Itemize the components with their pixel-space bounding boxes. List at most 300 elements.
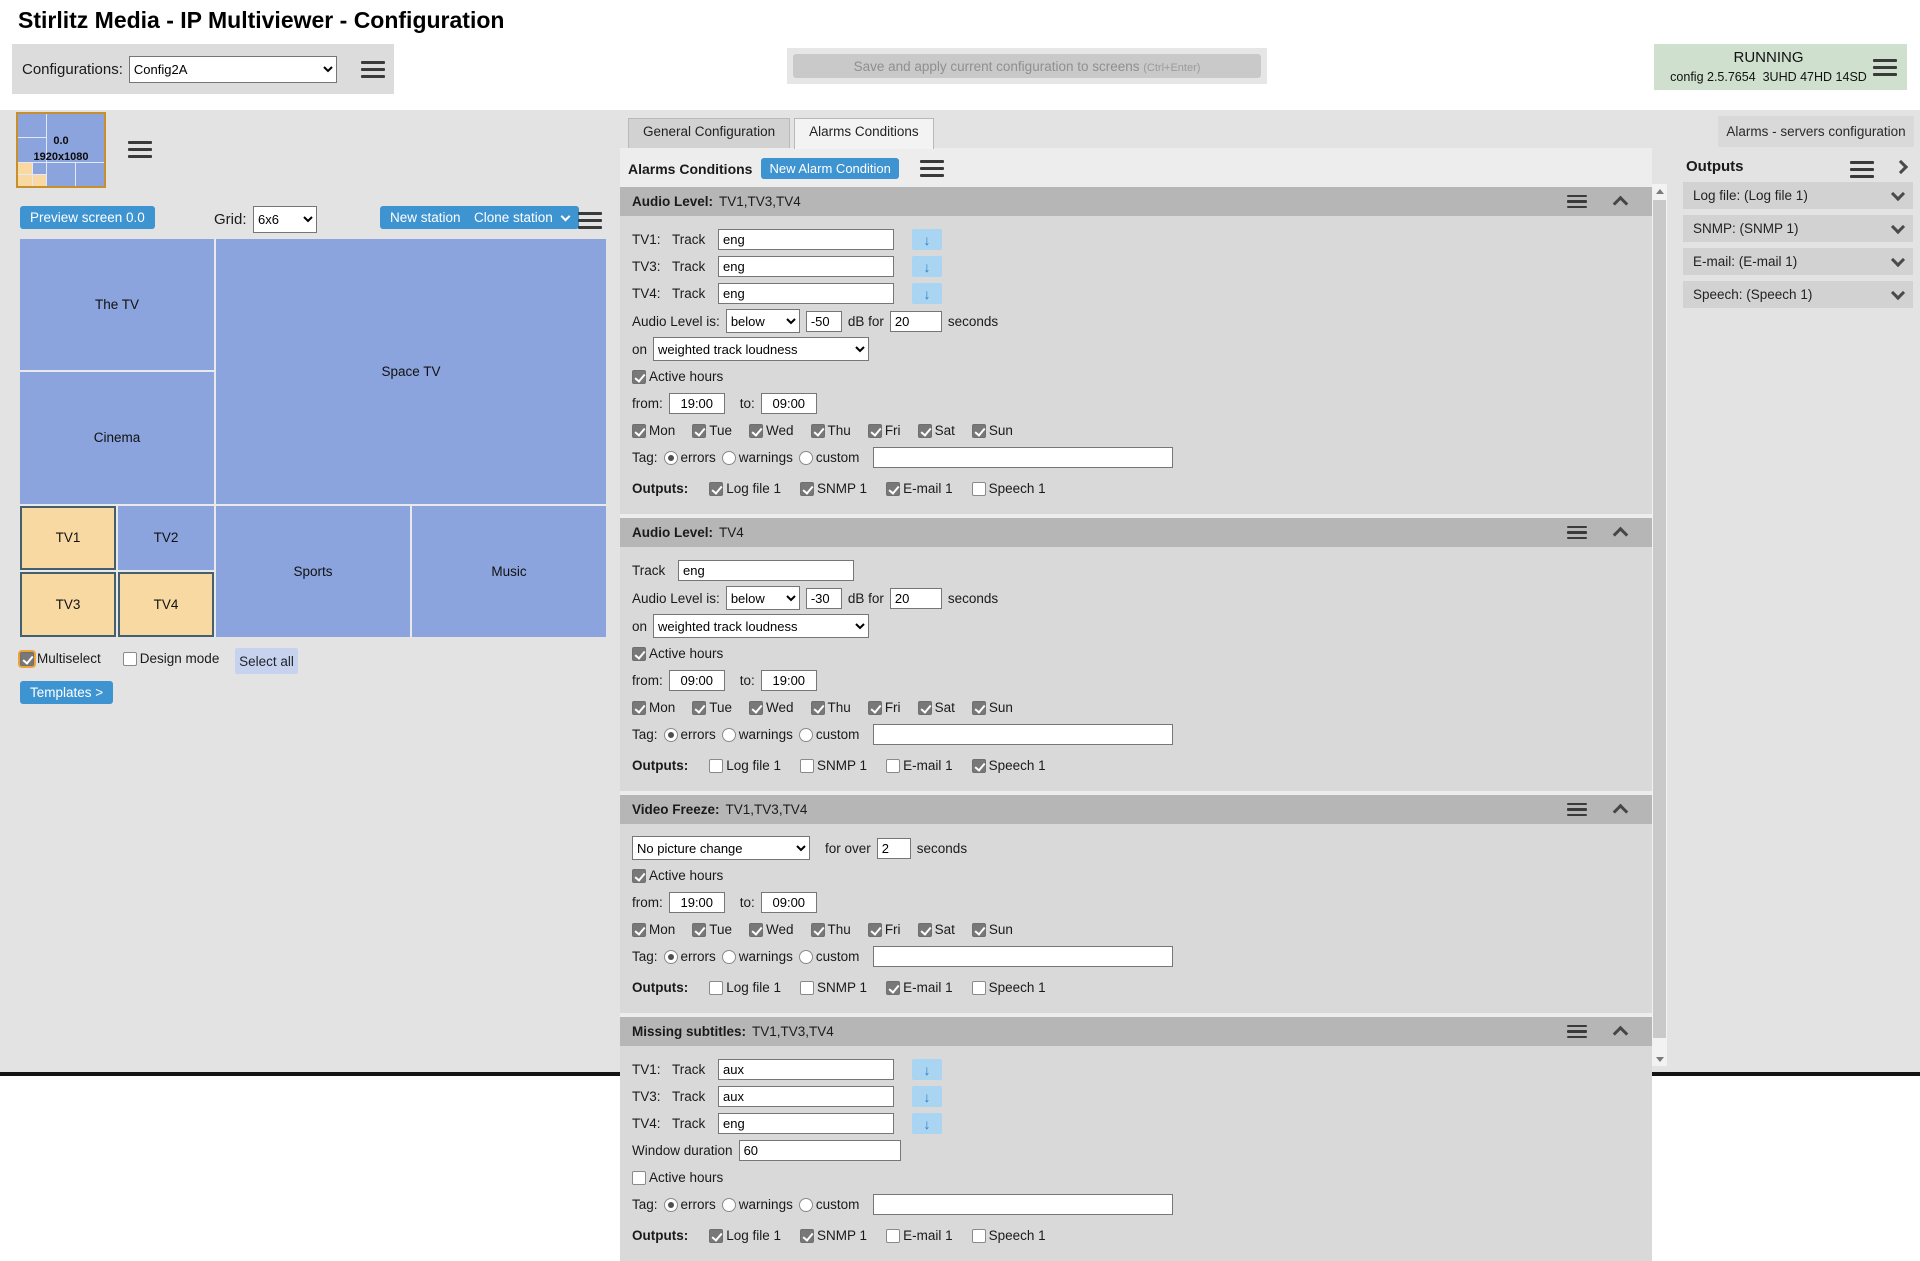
tag-row — [632, 1193, 1640, 1216]
output-server-label: Speech: (Speech 1) — [1693, 287, 1813, 302]
alarm-condition-title: Audio Level: — [632, 194, 714, 209]
day-thu — [811, 423, 851, 438]
station-tile[interactable]: TV3 — [20, 572, 116, 637]
tag-errors — [664, 727, 716, 742]
multiselect-checkbox[interactable] — [20, 652, 34, 666]
output-e-mail-1-label: E-mail 1 — [903, 758, 953, 773]
track-label: Track — [672, 1062, 706, 1077]
active-hours-checkbox[interactable] — [632, 370, 646, 384]
from-label: from: — [632, 673, 663, 688]
status-state: RUNNING — [1733, 49, 1804, 67]
track-input[interactable] — [718, 1086, 894, 1107]
track-row — [632, 1112, 1640, 1135]
output-log-file-1 — [709, 758, 781, 773]
track-input[interactable] — [718, 256, 894, 277]
output-snmp-1-checkbox[interactable] — [800, 981, 814, 995]
day-sun-checkbox[interactable] — [972, 923, 986, 937]
seconds-label: seconds — [916, 840, 968, 856]
alarms-servers-configuration-button[interactable]: Alarms - servers configuration — [1718, 116, 1914, 147]
tag-custom-label: custom — [815, 450, 860, 465]
loudness-source-select[interactable] — [653, 614, 869, 638]
output-speech-1 — [972, 1228, 1046, 1243]
output-snmp-1 — [800, 1228, 867, 1243]
day-fri — [868, 700, 901, 715]
day-mon-checkbox[interactable] — [632, 701, 646, 715]
day-wed-checkbox[interactable] — [749, 923, 763, 937]
day-mon-checkbox[interactable] — [632, 424, 646, 438]
day-wed — [749, 423, 794, 438]
day-sun — [972, 423, 1013, 438]
day-tue-checkbox[interactable] — [692, 701, 706, 715]
db-threshold-input[interactable] — [806, 588, 842, 609]
active-hours-checkbox[interactable] — [632, 1171, 646, 1185]
weekdays-row — [632, 696, 1640, 719]
day-mon — [632, 423, 675, 438]
active-hours — [632, 369, 723, 384]
tag-warnings-radio[interactable] — [722, 1198, 736, 1212]
day-wed-checkbox[interactable] — [749, 424, 763, 438]
tag-errors-label: errors — [680, 1197, 716, 1212]
tag-custom — [799, 949, 860, 964]
outputs-label: Outputs: — [632, 758, 689, 773]
design-mode-checkbox[interactable] — [123, 652, 137, 666]
output-speech-1-checkbox[interactable] — [972, 759, 986, 773]
outputs-row — [632, 477, 1640, 500]
templates-button[interactable]: Templates > — [20, 681, 113, 704]
audio-level-row — [632, 586, 1640, 610]
output-log-file-1-checkbox[interactable] — [709, 759, 723, 773]
tag-errors — [664, 949, 716, 964]
output-server-item[interactable] — [1683, 215, 1913, 242]
tag-custom-radio[interactable] — [799, 451, 813, 465]
tag-warnings-label: warnings — [738, 450, 793, 465]
tag-label: Tag: — [632, 1197, 658, 1212]
tag-errors-label: errors — [680, 949, 716, 964]
tag-warnings-radio[interactable] — [722, 950, 736, 964]
tag-warnings — [722, 727, 793, 742]
station-tile[interactable]: The TV — [20, 239, 214, 370]
track-down-button[interactable]: ↓ — [912, 1113, 942, 1134]
day-fri — [868, 423, 901, 438]
tag-custom-label: custom — [815, 727, 860, 742]
alarm-condition-menu-icon[interactable] — [1567, 803, 1587, 817]
duration-input[interactable] — [890, 588, 942, 609]
save-apply-shortcut-hint: (Ctrl+Enter) — [1143, 61, 1201, 74]
active-hours-row — [632, 642, 1640, 665]
status-menu-icon[interactable] — [1873, 59, 1897, 76]
select-all-button[interactable]: Select all — [235, 648, 298, 674]
active-hours-row — [632, 864, 1640, 887]
outputs-label: Outputs: — [632, 980, 689, 995]
active-hours — [632, 868, 723, 883]
day-sat — [918, 423, 955, 438]
tag-custom-label: custom — [815, 1197, 860, 1212]
output-snmp-1-label: SNMP 1 — [817, 1228, 868, 1243]
tag-warnings-radio[interactable] — [722, 451, 736, 465]
station-tile[interactable]: TV4 — [118, 572, 214, 637]
configurations-label: Configurations: — [22, 60, 123, 78]
alarm-condition-menu-icon[interactable] — [1567, 1025, 1587, 1039]
tag-custom-input[interactable] — [873, 1194, 1173, 1215]
tag-row — [632, 945, 1640, 968]
audio-level-label: Audio Level is: — [632, 313, 720, 329]
chevron-down-icon[interactable] — [1891, 186, 1905, 200]
track-tv-label: TV3: — [632, 259, 661, 274]
alarm-condition-body — [620, 216, 1652, 514]
outputs-row — [632, 976, 1640, 999]
db-for-label: dB for — [847, 313, 884, 329]
track-row — [632, 559, 1640, 582]
tab-alarms-conditions[interactable]: Alarms Conditions — [794, 118, 934, 149]
output-e-mail-1-checkbox[interactable] — [886, 981, 900, 995]
track-tv-label: TV3: — [632, 1089, 661, 1104]
track-input[interactable] — [718, 283, 894, 304]
hours-range-row — [632, 891, 1640, 914]
tag-custom-radio[interactable] — [799, 950, 813, 964]
alarm-conditions-list — [620, 187, 1652, 1261]
day-sat-label: Sat — [934, 700, 955, 715]
track-label: Track — [632, 563, 666, 578]
day-thu-label: Thu — [827, 423, 851, 438]
alarm-condition-header[interactable] — [620, 1017, 1652, 1046]
time-to-input[interactable] — [761, 670, 817, 691]
time-to-input[interactable] — [761, 393, 817, 414]
tag-warnings-radio[interactable] — [722, 728, 736, 742]
alarms-section-header — [628, 158, 1652, 179]
alarm-condition-title: Audio Level: — [632, 525, 714, 540]
track-row — [632, 255, 1640, 278]
time-from-input[interactable] — [669, 670, 725, 691]
tag-warnings-label: warnings — [738, 727, 793, 742]
hours-range-row — [632, 669, 1640, 692]
collapse-icon[interactable] — [1613, 527, 1629, 543]
chevron-down-icon[interactable] — [1891, 285, 1905, 299]
output-snmp-1 — [800, 481, 867, 496]
level-comparator-select[interactable] — [726, 309, 800, 333]
output-e-mail-1-checkbox[interactable] — [886, 759, 900, 773]
configurations-bar — [12, 44, 394, 94]
day-wed-checkbox[interactable] — [749, 701, 763, 715]
track-label: Track — [672, 1116, 706, 1131]
tag-warnings-label: warnings — [738, 1197, 793, 1212]
screen-resolution: 1920x1080 — [33, 151, 89, 163]
alarms-menu-icon[interactable] — [920, 160, 944, 177]
scroll-up-arrow-icon[interactable] — [1652, 184, 1667, 198]
day-sun-label: Sun — [988, 922, 1013, 937]
day-sat-checkbox[interactable] — [918, 424, 932, 438]
track-down-button[interactable]: ↓ — [912, 229, 942, 250]
freeze-mode-select[interactable] — [632, 836, 810, 860]
grid-label: Grid: — [214, 211, 247, 228]
design-mode-label: Design mode — [139, 651, 220, 666]
day-thu-label: Thu — [827, 922, 851, 937]
active-hours-row — [632, 365, 1640, 388]
alarms-section-title: Alarms Conditions — [628, 160, 753, 177]
output-speech-1 — [972, 481, 1046, 496]
duration-input[interactable] — [890, 311, 942, 332]
configuration-select[interactable] — [129, 56, 337, 83]
output-speech-1-checkbox[interactable] — [972, 482, 986, 496]
output-e-mail-1 — [886, 758, 953, 773]
output-log-file-1-checkbox[interactable] — [709, 1229, 723, 1243]
track-down-button[interactable]: ↓ — [912, 283, 942, 304]
output-server-item[interactable] — [1683, 248, 1913, 275]
scrollbar-thumb[interactable] — [1653, 200, 1666, 1038]
window-duration-input[interactable] — [739, 1140, 901, 1161]
day-wed-label: Wed — [766, 700, 794, 715]
output-e-mail-1-checkbox[interactable] — [886, 482, 900, 496]
station-tile[interactable]: Space TV — [216, 239, 606, 504]
tag-custom-radio[interactable] — [799, 1198, 813, 1212]
freeze-seconds-input[interactable] — [877, 838, 911, 859]
clone-station-button[interactable] — [464, 206, 579, 229]
collapse-icon[interactable] — [1613, 196, 1629, 212]
day-thu — [811, 700, 851, 715]
alarm-condition-title: Missing subtitles: — [632, 1024, 747, 1039]
level-comparator-select[interactable] — [726, 586, 800, 610]
output-e-mail-1-label: E-mail 1 — [903, 1228, 953, 1243]
screen-id: 0.0 — [53, 135, 69, 148]
loudness-source-row — [632, 614, 1640, 638]
outputs-row — [632, 1224, 1640, 1247]
on-label: on — [632, 341, 648, 357]
day-sun-checkbox[interactable] — [972, 701, 986, 715]
day-tue-checkbox[interactable] — [692, 424, 706, 438]
active-hours-label: Active hours — [649, 1170, 724, 1185]
output-snmp-1-checkbox[interactable] — [800, 1229, 814, 1243]
output-speech-1-checkbox[interactable] — [972, 981, 986, 995]
track-input[interactable] — [718, 1059, 894, 1080]
alarm-condition-header[interactable] — [620, 795, 1652, 824]
day-mon-label: Mon — [649, 700, 676, 715]
tag-custom-radio[interactable] — [799, 728, 813, 742]
output-snmp-1-label: SNMP 1 — [817, 980, 868, 995]
station-tile[interactable]: Sports — [216, 506, 410, 637]
output-speech-1-label: Speech 1 — [988, 758, 1046, 773]
stations-menu-icon[interactable] — [578, 212, 602, 229]
save-apply-label: Save and apply current configuration to screens — [853, 58, 1140, 74]
day-thu-label: Thu — [827, 700, 851, 715]
station-tile[interactable]: TV1 — [20, 506, 116, 571]
tab-bar — [628, 118, 934, 148]
day-sat-checkbox[interactable] — [918, 701, 932, 715]
track-tv-label: TV1: — [632, 232, 661, 247]
alarm-condition-header[interactable] — [620, 187, 1652, 216]
day-mon — [632, 922, 675, 937]
loudness-source-select[interactable] — [653, 337, 869, 361]
time-from-input[interactable] — [669, 393, 725, 414]
station-tile[interactable]: TV2 — [118, 506, 214, 571]
chevron-down-icon[interactable] — [1891, 252, 1905, 266]
to-label: to: — [739, 895, 755, 910]
alarm-condition-targets: TV1,TV3,TV4 — [725, 802, 808, 817]
alarm-condition-panel — [620, 518, 1652, 791]
outputs-label: Outputs: — [632, 481, 689, 496]
day-sat-checkbox[interactable] — [918, 923, 932, 937]
tag-custom — [799, 1197, 860, 1212]
track-input[interactable] — [718, 1113, 894, 1134]
tag-custom-input[interactable] — [873, 946, 1173, 967]
output-snmp-1-checkbox[interactable] — [800, 482, 814, 496]
output-server-item[interactable] — [1683, 281, 1913, 308]
output-e-mail-1-checkbox[interactable] — [886, 1229, 900, 1243]
save-button-strip — [787, 48, 1267, 84]
video-freeze-row — [632, 836, 1640, 860]
output-log-file-1 — [709, 980, 781, 995]
output-log-file-1 — [709, 1228, 781, 1243]
screen-thumbnail[interactable] — [16, 112, 106, 188]
day-fri-label: Fri — [884, 423, 901, 438]
day-sat — [918, 922, 955, 937]
alarm-condition-menu-icon[interactable] — [1567, 526, 1587, 540]
output-snmp-1-checkbox[interactable] — [800, 759, 814, 773]
tag-label: Tag: — [632, 949, 658, 964]
day-fri-checkbox[interactable] — [868, 424, 882, 438]
tag-custom-input[interactable] — [873, 724, 1173, 745]
from-label: from: — [632, 895, 663, 910]
output-speech-1-label: Speech 1 — [988, 980, 1046, 995]
save-apply-button[interactable] — [793, 54, 1261, 78]
collapse-icon[interactable] — [1613, 804, 1629, 820]
day-thu-checkbox[interactable] — [811, 424, 825, 438]
chevron-down-icon[interactable] — [1891, 219, 1905, 233]
preview-screen-button[interactable]: Preview screen 0.0 — [20, 206, 155, 229]
output-speech-1 — [972, 758, 1046, 773]
day-fri-checkbox[interactable] — [868, 701, 882, 715]
output-log-file-1-checkbox[interactable] — [709, 981, 723, 995]
track-tv-label: TV1: — [632, 1062, 661, 1077]
stations-grid — [20, 239, 606, 637]
alarm-condition-body — [620, 1046, 1652, 1261]
day-sun-label: Sun — [988, 423, 1013, 438]
output-server-label: E-mail: (E-mail 1) — [1693, 254, 1798, 269]
configurations-menu-icon[interactable] — [361, 61, 385, 78]
alarm-condition-targets: TV4 — [719, 525, 744, 540]
scroll-down-arrow-icon[interactable] — [1652, 1052, 1667, 1066]
tag-errors-radio[interactable] — [664, 451, 678, 465]
day-sat-label: Sat — [934, 423, 955, 438]
output-e-mail-1 — [886, 980, 953, 995]
day-mon-label: Mon — [649, 423, 676, 438]
day-sat-label: Sat — [934, 922, 955, 937]
alarm-condition-panel — [620, 187, 1652, 514]
new-station-button[interactable]: New station — [380, 206, 471, 229]
alarm-condition-header-icons — [1567, 1024, 1626, 1039]
day-fri-checkbox[interactable] — [868, 923, 882, 937]
alarms-conditions-panel — [620, 148, 1652, 1243]
alarm-condition-header-icons — [1567, 802, 1626, 817]
active-hours-checkbox[interactable] — [632, 869, 646, 883]
tag-row — [632, 446, 1640, 469]
output-log-file-1 — [709, 481, 781, 496]
tag-label: Tag: — [632, 727, 658, 742]
day-sun-checkbox[interactable] — [972, 424, 986, 438]
day-wed-label: Wed — [766, 423, 794, 438]
track-down-button[interactable]: ↓ — [912, 1059, 942, 1080]
active-hours-label: Active hours — [649, 868, 724, 883]
day-thu-checkbox[interactable] — [811, 923, 825, 937]
station-tile[interactable]: Cinema — [20, 372, 214, 503]
outputs-label: Outputs: — [632, 1228, 689, 1243]
tag-errors — [664, 1197, 716, 1212]
outputs-menu-icon[interactable] — [1850, 161, 1874, 178]
grid-size-select[interactable] — [253, 206, 317, 233]
active-hours-checkbox[interactable] — [632, 647, 646, 661]
time-from-input[interactable] — [669, 892, 725, 913]
tag-custom-input[interactable] — [873, 447, 1173, 468]
alarm-condition-menu-icon[interactable] — [1567, 195, 1587, 209]
day-tue — [692, 700, 732, 715]
tag-errors — [664, 450, 716, 465]
to-label: to: — [739, 673, 755, 688]
time-to-input[interactable] — [761, 892, 817, 913]
track-input[interactable] — [718, 229, 894, 250]
alarm-condition-header[interactable] — [620, 518, 1652, 547]
day-wed — [749, 922, 794, 937]
output-speech-1-label: Speech 1 — [988, 1228, 1046, 1243]
tag-custom — [799, 450, 860, 465]
day-fri — [868, 922, 901, 937]
day-tue-checkbox[interactable] — [692, 923, 706, 937]
weekdays-row — [632, 918, 1640, 941]
tag-errors-radio[interactable] — [664, 950, 678, 964]
db-threshold-input[interactable] — [806, 311, 842, 332]
output-server-label: Log file: (Log file 1) — [1693, 188, 1808, 203]
track-down-button[interactable]: ↓ — [912, 1086, 942, 1107]
screen-menu-icon[interactable] — [128, 141, 152, 158]
output-speech-1 — [972, 980, 1046, 995]
day-thu-checkbox[interactable] — [811, 701, 825, 715]
output-server-label: SNMP: (SNMP 1) — [1693, 221, 1799, 236]
tag-label: Tag: — [632, 450, 658, 465]
output-speech-1-label: Speech 1 — [988, 481, 1046, 496]
output-e-mail-1 — [886, 1228, 953, 1243]
tag-warnings — [722, 1197, 793, 1212]
track-label: Track — [672, 259, 706, 274]
collapse-icon[interactable] — [1613, 1026, 1629, 1042]
tag-errors-radio[interactable] — [664, 1198, 678, 1212]
window-duration-row — [632, 1139, 1640, 1162]
day-fri-label: Fri — [884, 922, 901, 937]
day-sun-label: Sun — [988, 700, 1013, 715]
output-server-item[interactable] — [1683, 182, 1913, 209]
screen-thumbnail-label — [18, 114, 104, 186]
track-row — [632, 228, 1640, 251]
new-alarm-condition-button[interactable]: New Alarm Condition — [761, 158, 898, 179]
output-log-file-1-checkbox[interactable] — [709, 482, 723, 496]
tag-row — [632, 723, 1640, 746]
day-tue-label: Tue — [709, 423, 733, 438]
track-down-button[interactable]: ↓ — [912, 256, 942, 277]
track-label: Track — [672, 1089, 706, 1104]
tag-errors-radio[interactable] — [664, 728, 678, 742]
tab-general-configuration[interactable]: General Configuration — [628, 118, 790, 148]
track-input[interactable] — [678, 560, 854, 581]
track-label: Track — [672, 232, 706, 247]
on-label: on — [632, 618, 648, 634]
tag-warnings — [722, 949, 793, 964]
output-speech-1-checkbox[interactable] — [972, 1229, 986, 1243]
day-sun — [972, 700, 1013, 715]
day-mon-checkbox[interactable] — [632, 923, 646, 937]
alarm-condition-panel — [620, 795, 1652, 1013]
station-tile[interactable]: Music — [412, 506, 606, 637]
alarm-condition-body — [620, 824, 1652, 1013]
output-snmp-1-label: SNMP 1 — [817, 758, 868, 773]
vertical-scrollbar[interactable] — [1652, 184, 1667, 1066]
output-snmp-1 — [800, 758, 867, 773]
outputs-row — [632, 754, 1640, 777]
